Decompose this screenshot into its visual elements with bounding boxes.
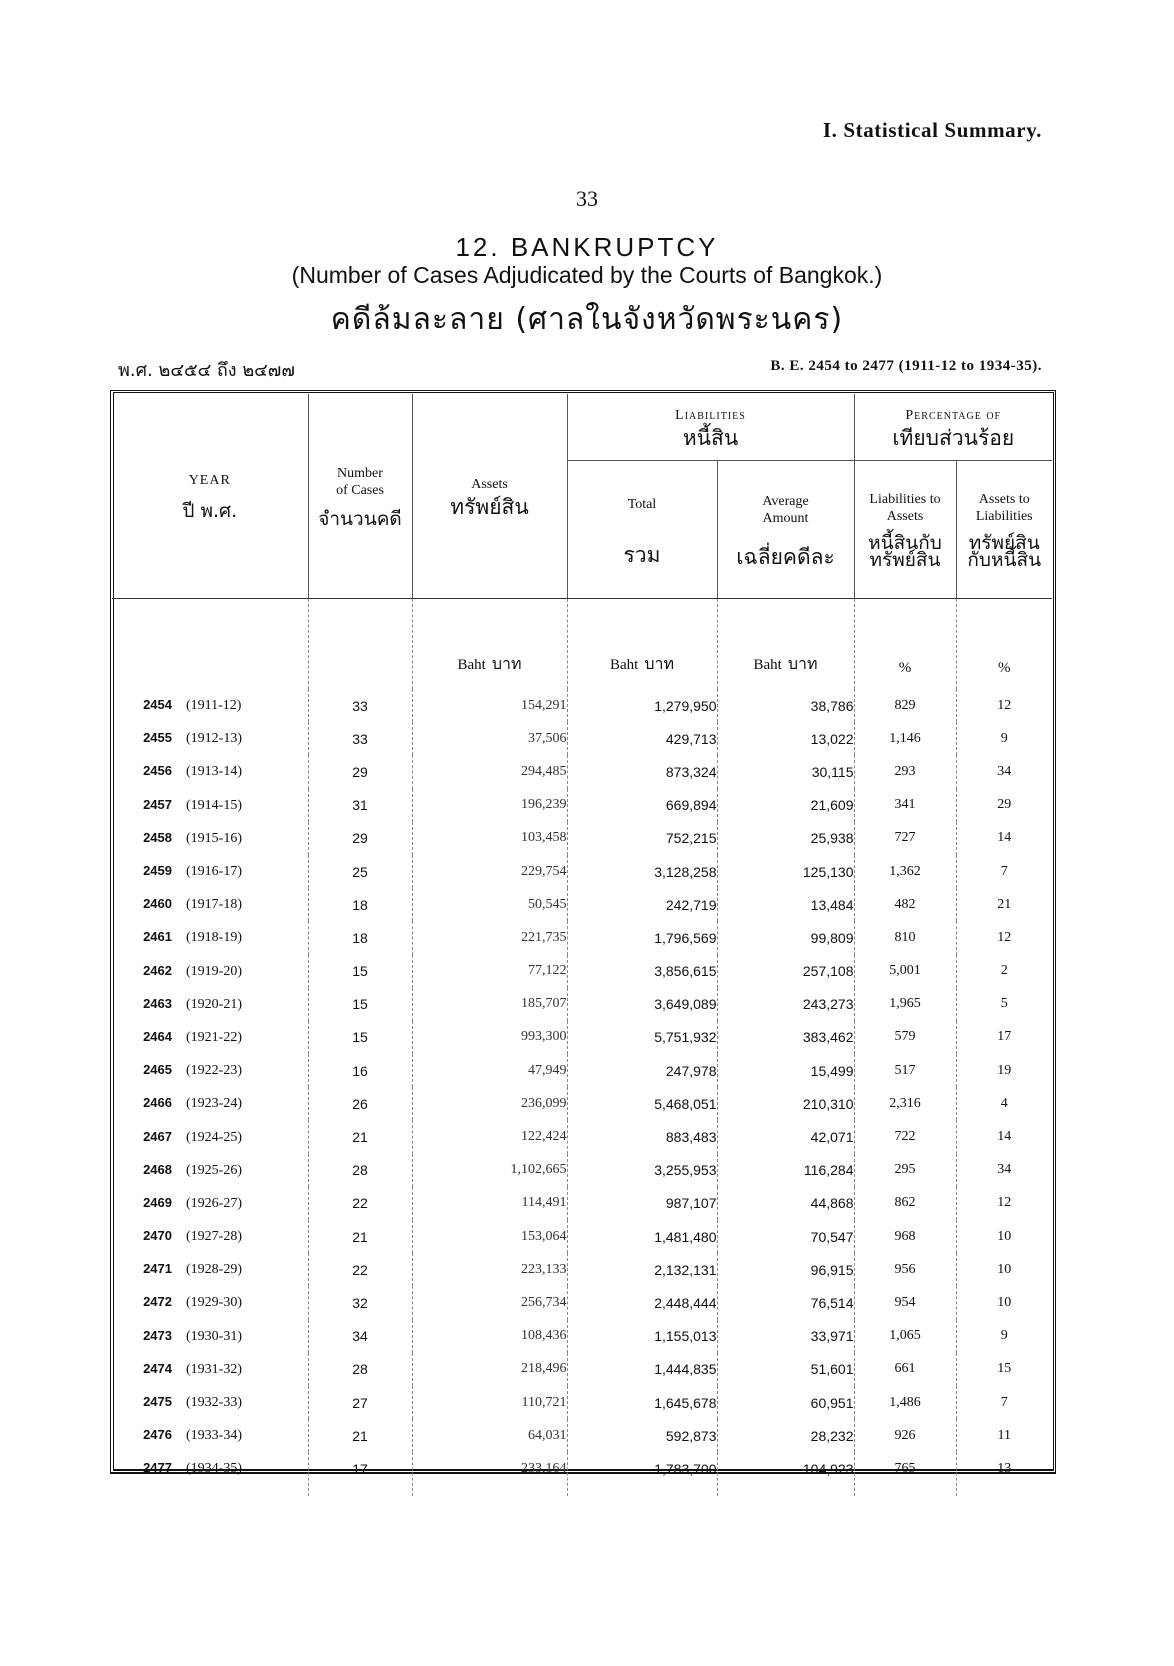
cases-cell: 22: [308, 1253, 412, 1286]
assets-cell: 103,458: [412, 822, 567, 855]
liab-to-assets-header: Liabilities to Assets หนี้สินกับ ทรัพย์สิน: [854, 461, 956, 599]
average-cell: 60,951: [717, 1386, 854, 1419]
pct-assets-liab-cell: 9: [1000, 730, 1008, 746]
table-title: 12. BANKRUPTCY: [455, 232, 719, 262]
total-cell: 3,255,953: [567, 1154, 717, 1187]
liabilities-header-thai: หนี้สิน: [682, 426, 739, 451]
average-cell: 76,514: [717, 1286, 854, 1319]
table-row: [112, 1286, 1052, 1319]
year-be: 2461: [143, 929, 172, 945]
table-row: [112, 755, 1052, 788]
average-cell: 21,609: [717, 789, 854, 822]
year-be: 2467: [143, 1128, 172, 1144]
total-cell: 1,783,700: [567, 1452, 717, 1495]
table-row: [112, 1054, 1052, 1087]
cases-cell: 31: [308, 789, 412, 822]
year-ad: (1916-17): [186, 864, 242, 880]
year-ad: (1911-12): [186, 698, 242, 714]
average-cell: 15,499: [717, 1054, 854, 1087]
year-cell: [112, 1220, 308, 1253]
year-ad: (1919-20): [186, 963, 242, 979]
year-ad: (1926-27): [186, 1195, 242, 1211]
pct-assets-liab-cell: 11: [997, 1427, 1011, 1443]
year-cell: [112, 1120, 308, 1153]
year-ad: (1923-24): [186, 1096, 242, 1112]
cases-cell: 33: [308, 722, 412, 755]
table-row: [112, 822, 1052, 855]
year-be: 2475: [143, 1394, 172, 1410]
cases-cell: 15: [308, 955, 412, 988]
pct-assets-liab-cell: 9: [1000, 1328, 1008, 1344]
pct-liab-assets-cell: 579: [854, 1021, 956, 1054]
table-row: [112, 921, 1052, 954]
assets-cell: 154,291: [412, 689, 567, 722]
year-be: 2470: [143, 1228, 172, 1244]
table-row: [112, 1320, 1052, 1353]
year-header: YEAR ปี พ.ศ.: [112, 394, 308, 599]
assets-cell: 64,031: [412, 1419, 567, 1452]
thai-title: คดีล้มละลาย (ศาลในจังหวัดพระนคร): [330, 302, 844, 337]
table-row: [112, 1386, 1052, 1419]
pct-assets-liab-cell: 17: [997, 1029, 1012, 1045]
year-cell: [112, 1353, 308, 1386]
year-cell: [112, 955, 308, 988]
year-cell: [112, 1021, 308, 1054]
average-cell: 51,601: [717, 1353, 854, 1386]
cases-header-thai: จำนวนคดี: [318, 507, 402, 530]
pct-assets-liab-cell: 7: [1000, 1394, 1008, 1410]
year-be: 2465: [143, 1062, 172, 1078]
total-cell: 1,155,013: [567, 1320, 717, 1353]
pct-assets-liab-cell: 15: [997, 1361, 1012, 1377]
pct-liab-assets-cell: 1,362: [854, 855, 956, 888]
cases-cell: 16: [308, 1054, 412, 1087]
cases-cell: 29: [308, 822, 412, 855]
pct-liab-assets-cell: 968: [854, 1220, 956, 1253]
year-be: 2458: [143, 829, 172, 845]
year-ad: (1918-19): [186, 930, 242, 946]
pct-liab-assets-cell: 862: [854, 1187, 956, 1220]
year-cell: [112, 855, 308, 888]
year-be: 2462: [143, 962, 172, 978]
assets-cell: 122,424: [412, 1120, 567, 1153]
pct-liab-assets-cell: 727: [854, 822, 956, 855]
total-cell: 5,751,932: [567, 1021, 717, 1054]
total-header-thai: รวม: [623, 542, 661, 567]
pct-liab-assets-cell: 956: [854, 1253, 956, 1286]
average-cell: 33,971: [717, 1320, 854, 1353]
year-cell: [112, 1187, 308, 1220]
assets-cell: 229,754: [412, 855, 567, 888]
year-be: 2459: [143, 863, 172, 879]
assets-cell: 108,436: [412, 1320, 567, 1353]
table-row: [112, 689, 1052, 722]
pct-la-unit: %: [854, 599, 956, 690]
total-cell: 1,279,950: [567, 689, 717, 722]
year-cell: [112, 1054, 308, 1087]
year-cell: [112, 1452, 308, 1495]
average-cell: 96,915: [717, 1253, 854, 1286]
total-cell: 3,856,615: [567, 955, 717, 988]
table-row: [112, 1154, 1052, 1187]
total-cell: 987,107: [567, 1187, 717, 1220]
bankruptcy-table: [112, 394, 1052, 1496]
year-cell: [112, 1419, 308, 1452]
cases-cell: 28: [308, 1353, 412, 1386]
table-row: [112, 1021, 1052, 1054]
cases-header: Number of Cases จำนวนคดี: [308, 394, 412, 599]
year-be: 2464: [143, 1028, 172, 1044]
percentage-header-thai: เทียบส่วนร้อย: [892, 426, 1015, 451]
assets-cell: 993,300: [412, 1021, 567, 1054]
year-ad: (1927-28): [186, 1229, 242, 1245]
pct-liab-assets-cell: 926: [854, 1419, 956, 1452]
total-cell: 1,444,835: [567, 1353, 717, 1386]
pct-assets-liab-cell: 12: [997, 1195, 1012, 1211]
year-be: 2468: [143, 1161, 172, 1177]
year-ad: (1924-25): [186, 1129, 242, 1145]
year-be: 2471: [143, 1261, 172, 1277]
year-cell: [112, 1087, 308, 1120]
table-row: [112, 1452, 1052, 1495]
total-cell: 247,978: [567, 1054, 717, 1087]
total-cell: 752,215: [567, 822, 717, 855]
year-be: 2476: [143, 1427, 172, 1443]
pct-liab-assets-cell: 1,965: [854, 988, 956, 1021]
pct-assets-liab-cell: 7: [1000, 863, 1008, 879]
assets-cell: 218,496: [412, 1353, 567, 1386]
year-ad: (1920-21): [186, 996, 242, 1012]
year-cell: [112, 689, 308, 722]
year-ad: (1913-14): [186, 764, 242, 780]
total-cell: 1,481,480: [567, 1220, 717, 1253]
year-ad: (1922-23): [186, 1063, 242, 1079]
average-cell: 99,809: [717, 921, 854, 954]
period-thai: พ.ศ. ๒๔๕๔ ถึง ๒๔๗๗: [118, 360, 295, 381]
assets-cell: 294,485: [412, 755, 567, 788]
average-cell: 104,923: [717, 1452, 854, 1495]
table-row: [112, 855, 1052, 888]
year-be: 2477: [143, 1460, 172, 1476]
year-ad: (1934-35): [186, 1461, 242, 1477]
pct-assets-liab-cell: 34: [997, 1162, 1012, 1178]
pct-liab-assets-cell: 5,001: [854, 955, 956, 988]
year-header-thai: ปี พ.ศ.: [182, 500, 238, 522]
table-row: [112, 1353, 1052, 1386]
total-cell: 1,796,569: [567, 921, 717, 954]
table-row: [112, 722, 1052, 755]
pct-assets-liab-cell: 14: [997, 1129, 1012, 1145]
average-cell: 383,462: [717, 1021, 854, 1054]
assets-cell: 196,239: [412, 789, 567, 822]
pct-liab-assets-cell: 810: [854, 921, 956, 954]
units-row: Baht บาท Baht บาท Baht บาท % %: [112, 599, 1052, 690]
table-row: [112, 1253, 1052, 1286]
year-cell: [112, 789, 308, 822]
pct-liab-assets-cell: 954: [854, 1286, 956, 1319]
cases-cell: 21: [308, 1220, 412, 1253]
pct-al-unit: %: [998, 660, 1011, 676]
pct-assets-liab-cell: 34: [997, 763, 1012, 779]
pct-assets-liab-cell: 4: [1000, 1095, 1008, 1111]
year-cell: [112, 921, 308, 954]
period-english: B. E. 2454 to 2477 (1911-12 to 1934-35).: [770, 358, 1042, 374]
average-cell: 210,310: [717, 1087, 854, 1120]
average-unit: Baht: [753, 657, 782, 673]
average-cell: 125,130: [717, 855, 854, 888]
assets-cell: 221,735: [412, 921, 567, 954]
year-cell: [112, 888, 308, 921]
pct-assets-liab-cell: 29: [997, 797, 1012, 813]
total-cell: 883,483: [567, 1120, 717, 1153]
assets-cell: 47,949: [412, 1054, 567, 1087]
average-cell: 70,547: [717, 1220, 854, 1253]
table-subtitle: (Number of Cases Adjudicated by the Courts of Bangkok.): [291, 262, 883, 288]
year-ad: (1930-31): [186, 1328, 242, 1344]
year-ad: (1931-32): [186, 1361, 242, 1377]
pct-assets-liab-cell: 12: [997, 697, 1012, 713]
table-row: [112, 1419, 1052, 1452]
total-cell: 1,645,678: [567, 1386, 717, 1419]
assets-cell: 37,506: [412, 722, 567, 755]
year-ad: (1928-29): [186, 1262, 242, 1278]
running-head: I. Statistical Summary.: [822, 118, 1042, 142]
cases-cell: 21: [308, 1120, 412, 1153]
pct-liab-assets-cell: 1,486: [854, 1386, 956, 1419]
total-cell: 592,873: [567, 1419, 717, 1452]
year-ad: (1929-30): [186, 1295, 242, 1311]
year-be: 2456: [143, 763, 172, 779]
average-cell: 116,284: [717, 1154, 854, 1187]
assets-cell: 110,721: [412, 1386, 567, 1419]
average-cell: 44,868: [717, 1187, 854, 1220]
year-be: 2454: [143, 697, 172, 713]
assets-cell: 50,545: [412, 888, 567, 921]
year-ad: (1921-22): [186, 1029, 242, 1045]
total-header: Total รวม: [567, 461, 717, 599]
table-row: [112, 888, 1052, 921]
year-cell: [112, 1320, 308, 1353]
year-cell: [112, 722, 308, 755]
cases-cell: 22: [308, 1187, 412, 1220]
average-cell: 30,115: [717, 755, 854, 788]
pct-assets-liab-cell: 10: [997, 1261, 1012, 1277]
table-row: [112, 1087, 1052, 1120]
assets-cell: 236,099: [412, 1087, 567, 1120]
table-row: [112, 789, 1052, 822]
year-cell: [112, 822, 308, 855]
average-header-thai: เฉลี่ยคดีละ: [736, 545, 835, 570]
assets-to-liab-header: Assets to Liabilities ทรัพย์สิน กับหนี้สิน: [956, 461, 1052, 599]
total-cell: 3,128,258: [567, 855, 717, 888]
year-cell: [112, 1386, 308, 1419]
total-cell: 5,468,051: [567, 1087, 717, 1120]
assets-cell: 153,064: [412, 1220, 567, 1253]
year-be: 2469: [143, 1194, 172, 1210]
page-number: 33: [576, 186, 598, 211]
average-cell: 28,232: [717, 1419, 854, 1452]
cases-cell: 18: [308, 921, 412, 954]
year-ad: (1925-26): [186, 1162, 242, 1178]
cases-cell: 27: [308, 1386, 412, 1419]
average-cell: 42,071: [717, 1120, 854, 1153]
pct-liab-assets-cell: 293: [854, 755, 956, 788]
assets-cell: 256,734: [412, 1286, 567, 1319]
total-cell: 2,448,444: [567, 1286, 717, 1319]
pct-assets-liab-cell: 5: [1000, 996, 1008, 1012]
year-ad: (1917-18): [186, 897, 242, 913]
year-be: 2473: [143, 1327, 172, 1343]
year-be: 2463: [143, 995, 172, 1011]
table-row: [112, 988, 1052, 1021]
total-cell: 873,324: [567, 755, 717, 788]
table-row: [112, 1120, 1052, 1153]
cases-cell: 17: [308, 1452, 412, 1495]
year-be: 2472: [143, 1294, 172, 1310]
year-ad: (1914-15): [186, 797, 242, 813]
pct-assets-liab-cell: 13: [997, 1460, 1012, 1476]
pct-assets-liab-cell: 14: [997, 830, 1012, 846]
assets-cell: 114,491: [412, 1187, 567, 1220]
pct-assets-liab-cell: 19: [997, 1062, 1012, 1078]
assets-header: Assets ทรัพย์สิน: [412, 394, 567, 599]
cases-cell: 29: [308, 755, 412, 788]
total-cell: 242,719: [567, 888, 717, 921]
year-be: 2474: [143, 1360, 172, 1376]
year-be: 2466: [143, 1095, 172, 1111]
average-cell: 25,938: [717, 822, 854, 855]
year-cell: [112, 988, 308, 1021]
average-cell: 257,108: [717, 955, 854, 988]
cases-cell: 26: [308, 1087, 412, 1120]
average-cell: 38,786: [717, 689, 854, 722]
average-cell: 13,022: [717, 722, 854, 755]
table-row: [112, 1220, 1052, 1253]
pct-liab-assets-cell: 829: [854, 689, 956, 722]
pct-liab-assets-cell: 722: [854, 1120, 956, 1153]
year-cell: [112, 1286, 308, 1319]
total-cell: 429,713: [567, 722, 717, 755]
total-cell: 669,894: [567, 789, 717, 822]
year-ad: (1933-34): [186, 1428, 242, 1444]
total-cell: 2,132,131: [567, 1253, 717, 1286]
pct-liab-assets-cell: 1,065: [854, 1320, 956, 1353]
pct-assets-liab-cell: 21: [997, 896, 1012, 912]
assets-cell: 77,122: [412, 955, 567, 988]
assets-cell: 1,102,665: [412, 1154, 567, 1187]
cases-cell: 25: [308, 855, 412, 888]
assets-header-thai: ทรัพย์สิน: [450, 495, 529, 519]
pct-assets-liab-cell: 2: [1000, 963, 1008, 979]
cases-cell: 15: [308, 1021, 412, 1054]
pct-assets-liab-cell: 10: [997, 1294, 1012, 1310]
average-cell: 243,273: [717, 988, 854, 1021]
cases-cell: 28: [308, 1154, 412, 1187]
total-unit: Baht: [609, 657, 639, 673]
pct-liab-assets-cell: 517: [854, 1054, 956, 1087]
assets-cell: 223,133: [412, 1253, 567, 1286]
cases-cell: 33: [308, 689, 412, 722]
assets-cell: 233,164: [412, 1452, 567, 1495]
assets-unit: Baht: [457, 657, 486, 673]
liabilities-header: Liabilities หนี้สิน: [567, 394, 854, 461]
year-be: 2455: [143, 730, 172, 746]
table-row: [112, 955, 1052, 988]
pct-liab-assets-cell: 295: [854, 1154, 956, 1187]
year-ad: (1915-16): [186, 830, 242, 846]
total-cell: 3,649,089: [567, 988, 717, 1021]
year-ad: (1932-33): [186, 1395, 242, 1411]
cases-cell: 34: [308, 1320, 412, 1353]
pct-liab-assets-cell: 765: [854, 1452, 956, 1495]
year-cell: [112, 755, 308, 788]
pct-liab-assets-cell: 2,316: [854, 1087, 956, 1120]
average-cell: 13,484: [717, 888, 854, 921]
average-header: Average Amount เฉลี่ยคดีละ: [717, 461, 854, 599]
pct-liab-assets-cell: 341: [854, 789, 956, 822]
cases-cell: 32: [308, 1286, 412, 1319]
pct-assets-liab-cell: 10: [997, 1228, 1012, 1244]
assets-cell: 185,707: [412, 988, 567, 1021]
year-ad: (1912-13): [186, 731, 242, 747]
pct-liab-assets-cell: 661: [854, 1353, 956, 1386]
year-cell: [112, 1154, 308, 1187]
cases-cell: 18: [308, 888, 412, 921]
cases-cell: 15: [308, 988, 412, 1021]
pct-liab-assets-cell: 1,146: [854, 722, 956, 755]
percentage-header: Percentage of เทียบส่วนร้อย: [854, 394, 1052, 461]
table-row: [112, 1187, 1052, 1220]
year-be: 2460: [143, 896, 172, 912]
year-cell: [112, 1253, 308, 1286]
pct-assets-liab-cell: 12: [997, 929, 1012, 945]
cases-cell: 21: [308, 1419, 412, 1452]
pct-liab-assets-cell: 482: [854, 888, 956, 921]
year-be: 2457: [143, 796, 172, 812]
